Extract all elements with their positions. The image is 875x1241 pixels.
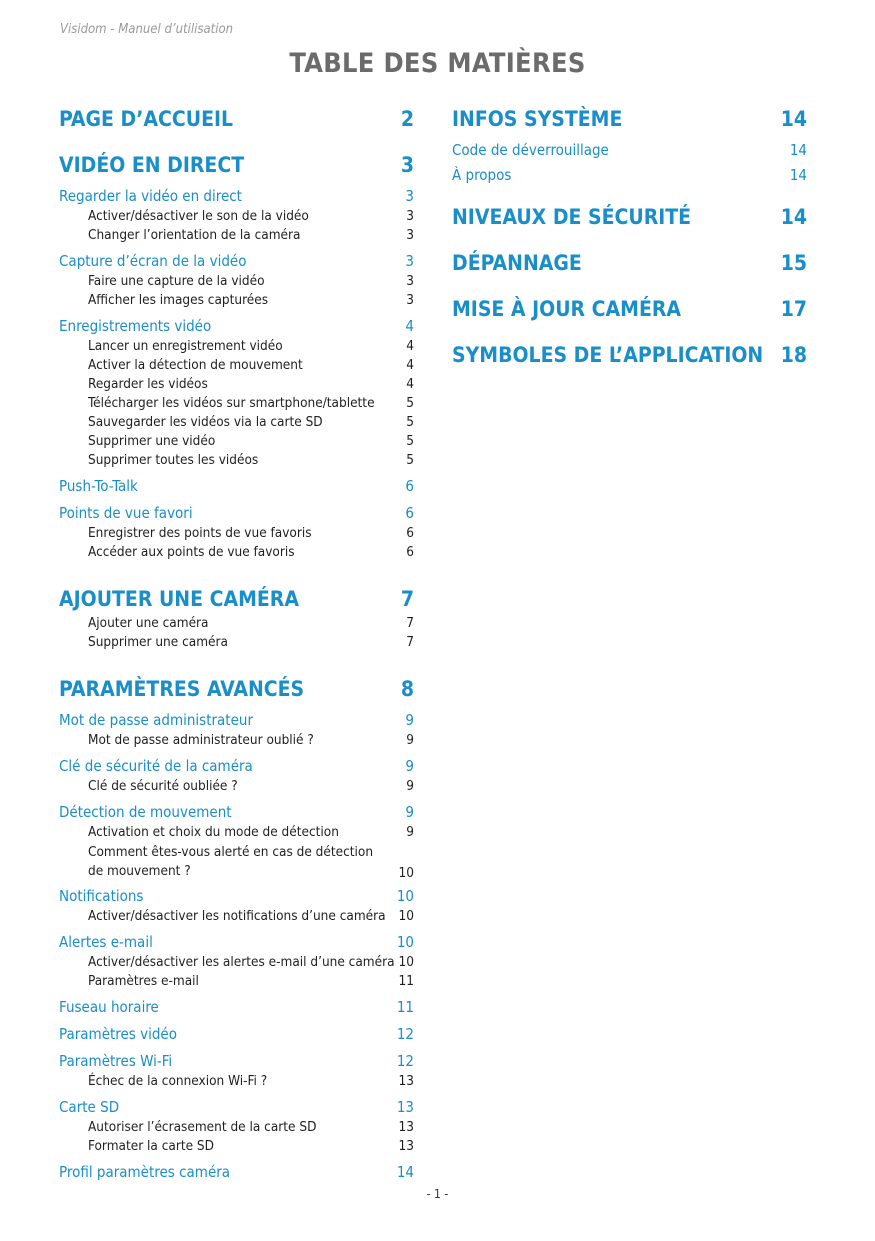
toc-section[interactable] [59,1098,414,1119]
toc-page: 8 [400,677,414,701]
toc-label: Paramètres e-mail [88,973,199,989]
toc-page: 13 [398,1138,414,1154]
toc-chapter[interactable] [452,297,807,325]
toc-label: Activation et choix du mode de détection [88,824,339,840]
toc-label: Regarder la vidéo en direct [59,187,242,205]
toc-page: 17 [780,297,807,321]
toc-page: 9 [406,732,414,748]
toc-subsection[interactable] [59,908,414,927]
toc-section[interactable] [59,187,414,208]
toc-subsection[interactable] [59,452,414,471]
toc-chapter[interactable] [59,107,414,135]
toc-page: 10 [398,865,414,881]
toc-label: VIDÉO EN DIRECT [59,153,245,177]
toc-right-column [452,107,807,371]
toc-label: Clé de sécurité de la caméra [59,757,253,775]
toc-chapter[interactable] [59,153,414,181]
page-number: - 1 - [426,1187,449,1201]
page-title: TABLE DES MATIÈRES [289,48,586,79]
toc-label: PAGE D’ACCUEIL [59,107,234,131]
toc-subsection[interactable] [59,544,414,563]
toc-label: Lancer un enregistrement vidéo [88,338,283,354]
toc-label: Capture d’écran de la vidéo [59,252,247,270]
toc-page: 14 [789,166,807,184]
toc-page: 10 [398,954,414,970]
toc-subsection[interactable] [59,824,414,843]
toc-label: Activer/désactiver les alertes e-mail d’une caméra [88,954,395,970]
toc-subsection[interactable] [59,357,414,376]
toc-label: Ajouter une caméra [88,615,209,631]
toc-chapter[interactable] [452,343,807,371]
document-header: Visidom - Manuel d’utilisation [60,22,234,37]
toc-label: Formater la carte SD [88,1138,214,1154]
toc-subsection[interactable] [59,778,414,797]
toc-subsection[interactable] [59,338,414,357]
toc-subsection[interactable] [59,227,414,246]
toc-page: 12 [396,1025,414,1043]
toc-page: 13 [396,1098,414,1116]
toc-section[interactable] [59,933,414,954]
toc-label: AJOUTER UNE CAMÉRA [59,587,299,611]
toc-section[interactable] [452,141,807,162]
toc-label: Autoriser l’écrasement de la carte SD [88,1119,317,1135]
toc-page: 9 [405,757,414,775]
toc-page: 4 [406,338,414,354]
toc-subsection[interactable] [59,376,414,395]
toc-section[interactable] [59,1025,414,1046]
toc-label: Supprimer toutes les vidéos [88,452,259,468]
toc-chapter[interactable] [59,587,414,615]
toc-subsection[interactable] [59,1119,414,1138]
toc-page: 14 [396,1163,414,1181]
toc-page: 4 [405,317,414,335]
toc-subsection[interactable] [59,292,414,311]
toc-page: 7 [406,615,414,631]
toc-subsection[interactable] [59,615,414,634]
toc-label: Mot de passe administrateur oublié ? [88,732,314,748]
toc-page: 11 [396,998,414,1016]
toc-page: 4 [406,376,414,392]
toc-chapter[interactable] [452,251,807,279]
toc-label: Mot de passe administrateur [59,711,253,729]
toc-label: Enregistrements vidéo [59,317,212,335]
toc-section[interactable] [452,166,807,187]
toc-page: 3 [405,252,414,270]
toc-page: 5 [406,395,414,411]
toc-chapter[interactable] [452,205,807,233]
toc-label: Activer/désactiver le son de la vidéo [88,208,309,224]
toc-label: NIVEAUX DE SÉCURITÉ [452,205,692,229]
toc-section[interactable] [59,477,414,498]
toc-page: 10 [396,887,414,905]
toc-label: Accéder aux points de vue favoris [88,544,295,560]
toc-label: Code de déverrouillage [452,141,609,159]
toc-page: 9 [405,803,414,821]
toc-label: PARAMÈTRES AVANCÉS [59,677,305,701]
toc-page: 7 [400,587,414,611]
toc-section[interactable] [59,1052,414,1073]
toc-page: 3 [405,187,414,205]
toc-label: Carte SD [59,1098,120,1116]
toc-page: 14 [789,141,807,159]
toc-page: 12 [396,1052,414,1070]
toc-label: SYMBOLES DE L’APPLICATION [452,343,764,367]
toc-label: Supprimer une vidéo [88,433,216,449]
toc-page: 6 [405,504,414,522]
toc-page: 4 [406,357,414,373]
toc-label: Profil paramètres caméra [59,1163,231,1181]
toc-label: Télécharger les vidéos sur smartphone/tablette [88,395,375,411]
toc-section[interactable] [59,252,414,273]
toc-section[interactable] [59,803,414,824]
toc-label: Changer l’orientation de la caméra [88,227,301,243]
toc-subsection[interactable] [59,954,414,973]
toc-label: Alertes e-mail [59,933,153,951]
toc-label: Points de vue favori [59,504,193,522]
toc-page: 15 [780,251,807,275]
toc-page: 14 [780,107,807,131]
toc-subsection[interactable] [59,433,414,452]
toc-page: 13 [398,1073,414,1089]
toc-page: 10 [396,933,414,951]
toc-subsection[interactable] [59,414,414,433]
toc-page: 13 [398,1119,414,1135]
toc-page: 5 [406,433,414,449]
toc-page: 3 [400,153,414,177]
toc-label: Activer/désactiver les notifications d’une caméra [88,908,386,924]
toc-subsection[interactable] [59,395,414,414]
toc-subsection[interactable] [59,1073,414,1092]
toc-section[interactable] [59,757,414,778]
toc-label: Échec de la connexion Wi-Fi ? [88,1073,268,1089]
toc-page: 14 [780,205,807,229]
toc-page: 3 [406,273,414,289]
toc-section[interactable] [59,998,414,1019]
toc-page: 3 [406,227,414,243]
toc-label: Supprimer une caméra [88,634,228,650]
toc-page: 6 [405,477,414,495]
toc-label: Sauvegarder les vidéos via la carte SD [88,414,323,430]
toc-left-column [59,107,414,1184]
toc-chapter[interactable] [452,107,807,135]
toc-page: 7 [406,634,414,650]
toc-label: MISE À JOUR CAMÉRA [452,297,682,321]
toc-subsection[interactable] [59,973,414,992]
toc-section[interactable] [59,887,414,908]
toc-subsection[interactable] [59,732,414,751]
toc-label: Push-To-Talk [59,477,138,495]
toc-label: Paramètres vidéo [59,1025,177,1043]
toc-section[interactable] [59,504,414,525]
toc-label: DÉPANNAGE [452,251,582,275]
toc-section[interactable] [59,317,414,338]
toc-page: 3 [406,292,414,308]
toc-label: Afficher les images capturées [88,292,269,308]
toc-subsection[interactable] [59,843,414,881]
toc-page: 5 [406,414,414,430]
toc-subsection[interactable] [59,208,414,227]
toc-page: 9 [406,824,414,840]
toc-label: Détection de mouvement [59,803,232,821]
toc-page: 3 [406,208,414,224]
toc-label: Clé de sécurité oubliée ? [88,778,238,794]
toc-page: 9 [406,778,414,794]
toc-label: Comment êtes-vous alerté en cas de détection de mouvement ? [88,844,374,879]
toc-subsection[interactable] [59,1138,414,1157]
toc-label: Paramètres Wi-Fi [59,1052,173,1070]
toc-subsection[interactable] [59,525,414,544]
toc-chapter[interactable] [59,677,414,705]
toc-label: Fuseau horaire [59,998,159,1016]
toc-label: Notifications [59,887,144,905]
toc-label: Activer la détection de mouvement [88,357,303,373]
toc-page: 18 [780,343,807,367]
toc-label: Faire une capture de la vidéo [88,273,265,289]
toc-label: À propos [452,166,512,184]
toc-label: Enregistrer des points de vue favoris [88,525,312,541]
toc-page: 10 [398,908,414,924]
toc-label: Regarder les vidéos [88,376,208,392]
toc-page: 6 [406,525,414,541]
toc-page: 5 [406,452,414,468]
toc-section[interactable] [59,1163,414,1184]
toc-page: 6 [406,544,414,560]
toc-section[interactable] [59,711,414,732]
toc-subsection[interactable] [59,634,414,653]
toc-page: 9 [405,711,414,729]
toc-subsection[interactable] [59,273,414,292]
toc-page: 2 [400,107,414,131]
toc-page: 11 [398,973,414,989]
toc-label: INFOS SYSTÈME [452,107,623,131]
